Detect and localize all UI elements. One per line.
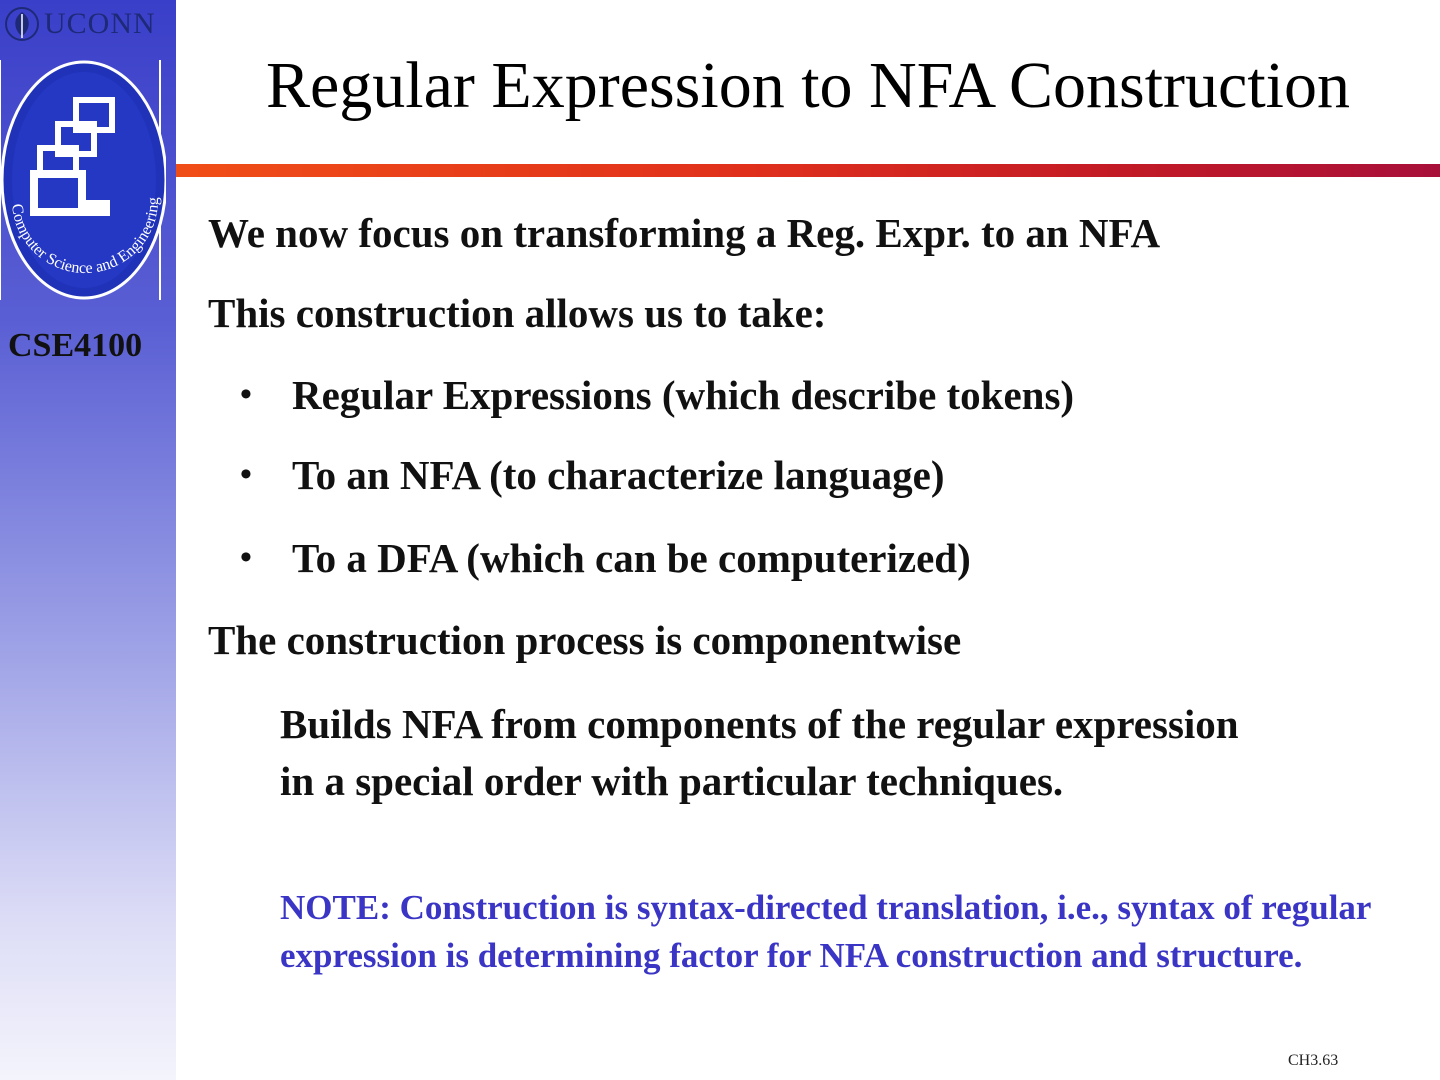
bullet-icon: • [240, 376, 252, 413]
course-code: CSE4100 [8, 327, 143, 364]
take-line: This construction allows us to take: [208, 290, 827, 336]
bullet-text: Regular Expressions (which describe tokens) [292, 372, 1075, 418]
bullet-text: To a DFA (which can be computerized) [292, 535, 971, 581]
bullet-text: To an NFA (to characterize language) [292, 452, 945, 498]
intro-line: We now focus on transforming a Reg. Expr. to an NFA [208, 210, 1161, 256]
process-line: The construction process is componentwise [208, 617, 962, 663]
note-paragraph: NOTE: Construction is syntax-directed translation, i.e., syntax of regular expression is determining factor for NFA construction and structure. [280, 888, 1371, 975]
page-number: CH3.63 [1288, 1052, 1339, 1069]
bullet-icon: • [240, 456, 252, 493]
seal-text: Computer Science and Engineering [7, 196, 163, 278]
uconn-wordmark: UCONN [44, 7, 156, 40]
sub-paragraph: Builds NFA from components of the regular expression in a special order with particular techniques. [280, 701, 1239, 804]
slide-title: Regular Expression to NFA Construction [265, 49, 1351, 122]
bullet-icon: • [240, 539, 252, 576]
